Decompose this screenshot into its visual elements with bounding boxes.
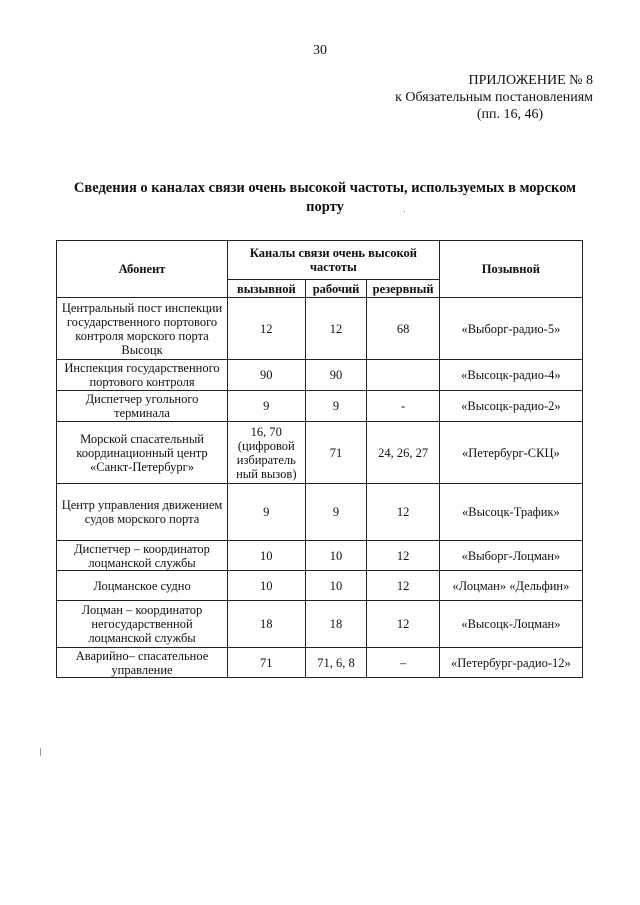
cell-reserve: - bbox=[367, 391, 439, 422]
cell-call: 18 bbox=[228, 601, 306, 648]
header-channels: Каналы связи очень высокой частоты bbox=[228, 241, 440, 280]
cell-subscriber: Аварийно– спасательное управление bbox=[57, 648, 228, 678]
table-row bbox=[57, 541, 583, 571]
cell-subscriber: Морской спасательный координационный центр «Санкт-Петербург» bbox=[57, 422, 228, 484]
cell-subscriber: Инспекция государственного портового контроля bbox=[57, 360, 228, 391]
header-working: рабочий bbox=[305, 280, 367, 298]
cell-call: 10 bbox=[228, 541, 306, 571]
cell-working: 9 bbox=[305, 391, 367, 422]
cell-working: 10 bbox=[305, 541, 367, 571]
header-reserve: резервный bbox=[367, 280, 439, 298]
cell-call: 90 bbox=[228, 360, 306, 391]
cell-subscriber: Центр управления движением судов морского порта bbox=[57, 484, 228, 541]
scan-speck bbox=[404, 211, 405, 212]
cell-working: 71 bbox=[305, 422, 367, 484]
cell-reserve: 12 bbox=[367, 484, 439, 541]
header-subscriber: Абонент bbox=[57, 241, 228, 298]
cell-call: 12 bbox=[228, 298, 306, 360]
table-row bbox=[57, 601, 583, 648]
cell-call: 9 bbox=[228, 484, 306, 541]
cell-reserve: 24, 26, 27 bbox=[367, 422, 439, 484]
cell-working: 12 bbox=[305, 298, 367, 360]
cell-reserve bbox=[367, 360, 439, 391]
cell-call: 71 bbox=[228, 648, 306, 678]
cell-working: 71, 6, 8 bbox=[305, 648, 367, 678]
cell-working: 9 bbox=[305, 484, 367, 541]
cell-callsign: «Высоцк-Трафик» bbox=[439, 484, 582, 541]
document-title: Сведения о каналах связи очень высокой частоты, используемых в морском порту bbox=[73, 180, 577, 215]
cell-call: 10 bbox=[228, 571, 306, 601]
page-number: 30 bbox=[313, 43, 327, 58]
cell-reserve: 68 bbox=[367, 298, 439, 360]
table-row bbox=[57, 571, 583, 601]
table-row bbox=[57, 648, 583, 678]
cell-subscriber: Лоцманское судно bbox=[57, 571, 228, 601]
cell-callsign: «Высоцк-Лоцман» bbox=[439, 601, 582, 648]
cell-callsign: «Выборг-радио-5» bbox=[439, 298, 582, 360]
cell-callsign: «Высоцк-радио-2» bbox=[439, 391, 582, 422]
cell-callsign: «Выборг-Лоцман» bbox=[439, 541, 582, 571]
cell-working: 90 bbox=[305, 360, 367, 391]
cell-working: 10 bbox=[305, 571, 367, 601]
appendix-header bbox=[273, 72, 593, 123]
table-header-row bbox=[57, 241, 583, 280]
appendix-subtitle: к Обязательным постановлениям bbox=[395, 90, 593, 105]
header-callsign: Позывной bbox=[439, 241, 582, 298]
margin-mark bbox=[40, 748, 41, 756]
cell-callsign: «Лоцман» «Дельфин» bbox=[439, 571, 582, 601]
appendix-reference: (пп. 16, 46) bbox=[476, 107, 544, 122]
appendix-title: ПРИЛОЖЕНИЕ № 8 bbox=[468, 73, 593, 88]
cell-working: 18 bbox=[305, 601, 367, 648]
cell-subscriber: Лоцман – координатор негосударственной лоцманской службы bbox=[57, 601, 228, 648]
cell-call: 16, 70 (цифровой избиратель ный вызов) bbox=[228, 422, 306, 484]
cell-reserve: 12 bbox=[367, 571, 439, 601]
vhf-channels-table bbox=[56, 240, 583, 678]
cell-call: 9 bbox=[228, 391, 306, 422]
table-row bbox=[57, 391, 583, 422]
cell-reserve: 12 bbox=[367, 601, 439, 648]
table-row bbox=[57, 298, 583, 360]
header-call: вызывной bbox=[228, 280, 306, 298]
cell-reserve: 12 bbox=[367, 541, 439, 571]
cell-subscriber: Диспетчер угольного терминала bbox=[57, 391, 228, 422]
cell-subscriber: Диспетчер – координатор лоцманской службы bbox=[57, 541, 228, 571]
cell-reserve: – bbox=[367, 648, 439, 678]
cell-callsign: «Высоцк-радио-4» bbox=[439, 360, 582, 391]
cell-callsign: «Петербург-СКЦ» bbox=[439, 422, 582, 484]
cell-subscriber: Центральный пост инспекции государственного портового контроля морского порта Высоцк bbox=[57, 298, 228, 360]
cell-callsign: «Петербург-радио-12» bbox=[439, 648, 582, 678]
table-row bbox=[57, 360, 583, 391]
table-row bbox=[57, 422, 583, 484]
table-row bbox=[57, 484, 583, 541]
